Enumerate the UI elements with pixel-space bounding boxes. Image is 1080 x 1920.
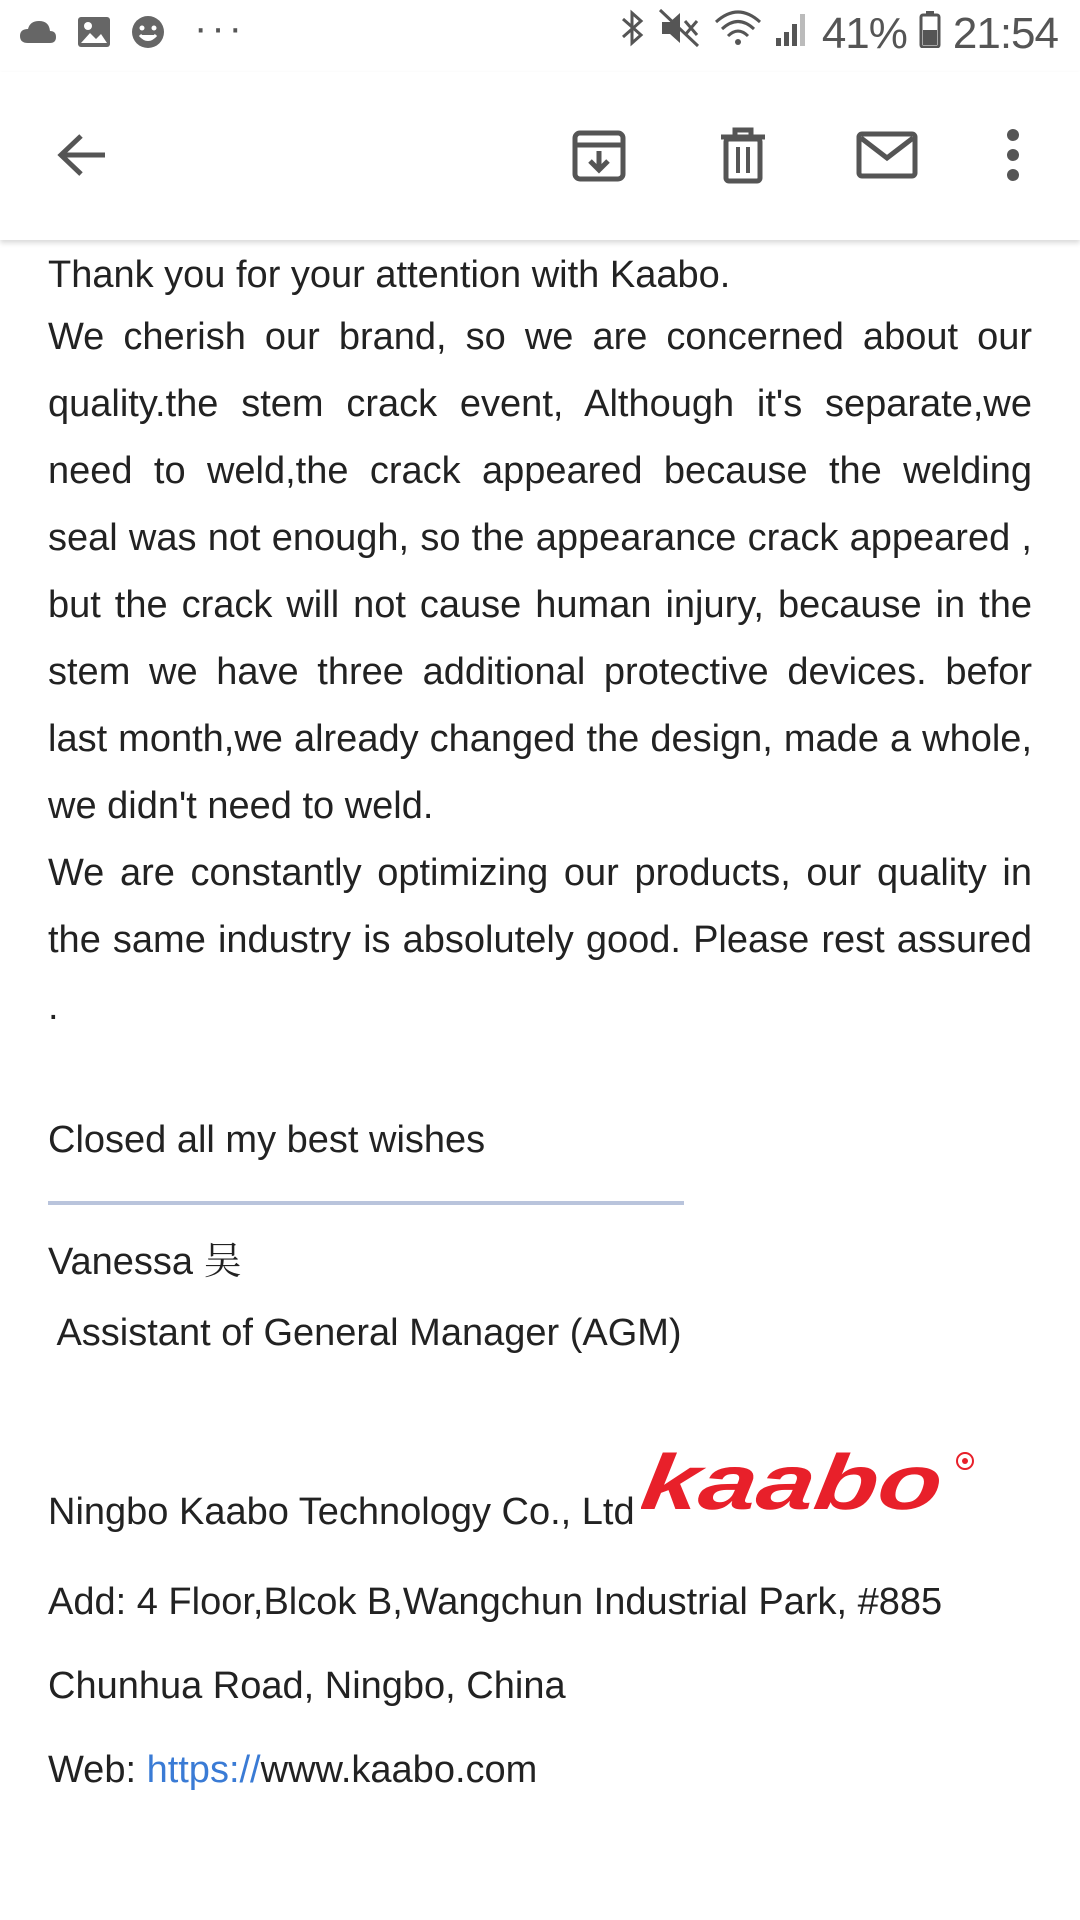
more-vert-icon	[1003, 127, 1023, 188]
gallery-icon	[76, 15, 112, 54]
kaabo-logo-text: kaabo	[640, 1449, 874, 1525]
wifi-icon	[714, 8, 762, 59]
signal-icon	[774, 8, 810, 59]
sender-name: Vanessa 吴	[48, 1241, 242, 1283]
archive-button[interactable]	[554, 112, 644, 202]
more-notifications-icon: ···	[194, 6, 246, 50]
company-name: Ningbo Kaabo Technology Co., Ltd	[48, 1491, 635, 1533]
email-body	[48, 240, 1032, 1800]
web-domain[interactable]: www.kaabo.com	[260, 1749, 538, 1791]
bluetooth-icon	[620, 8, 646, 59]
email-toolbar	[0, 72, 1080, 240]
address-line-1: Add: 4 Floor,Blcok B,Wangchun Industrial Park, #885	[48, 1581, 943, 1623]
more-options-button[interactable]	[968, 112, 1058, 202]
web-link[interactable]: https://	[146, 1749, 261, 1791]
kaabo-logo	[641, 1449, 983, 1530]
back-arrow-icon	[55, 130, 111, 185]
body-paragraph-1: We cherish our brand, so we are concerned about our quality.the stem crack event, Although it's separate,we need to weld,the crack appeared because the welding seal was not enough, so the appearance crack appeared , but the crack will not cause human injury, because in the stem we have three additional protective devices. befor last month,we already changed the design, made a whole, we didn't need to weld.	[48, 316, 1032, 827]
back-button[interactable]	[38, 112, 128, 202]
mute-icon	[658, 8, 702, 59]
emoji-icon	[130, 14, 166, 55]
sender-title: Assistant of General Manager (AGM)	[48, 1312, 682, 1354]
cloud-icon	[18, 17, 58, 52]
intro-line: Thank you for your attention with Kaabo.	[48, 254, 731, 296]
archive-icon	[569, 125, 629, 190]
address-line-2: Chunhua Road, Ningbo, China	[48, 1665, 566, 1707]
web-line	[48, 1740, 1032, 1800]
body-paragraph-2: We are constantly optimizing our products, our quality in the same industry is absolutely good. Please rest assured .	[48, 852, 1032, 1028]
battery-percent: 41%	[821, 8, 907, 58]
mail-icon	[855, 130, 919, 185]
web-label: Web:	[48, 1749, 147, 1791]
closing-line: Closed all my best wishes	[48, 1119, 486, 1161]
battery-icon	[919, 9, 941, 59]
mark-unread-button[interactable]	[842, 112, 932, 202]
company-row	[48, 1449, 1032, 1542]
delete-button[interactable]	[698, 112, 788, 202]
clock: 21:54	[952, 8, 1058, 58]
signature-divider	[48, 1201, 684, 1205]
trash-icon	[717, 125, 769, 190]
status-bar	[0, 0, 1080, 72]
